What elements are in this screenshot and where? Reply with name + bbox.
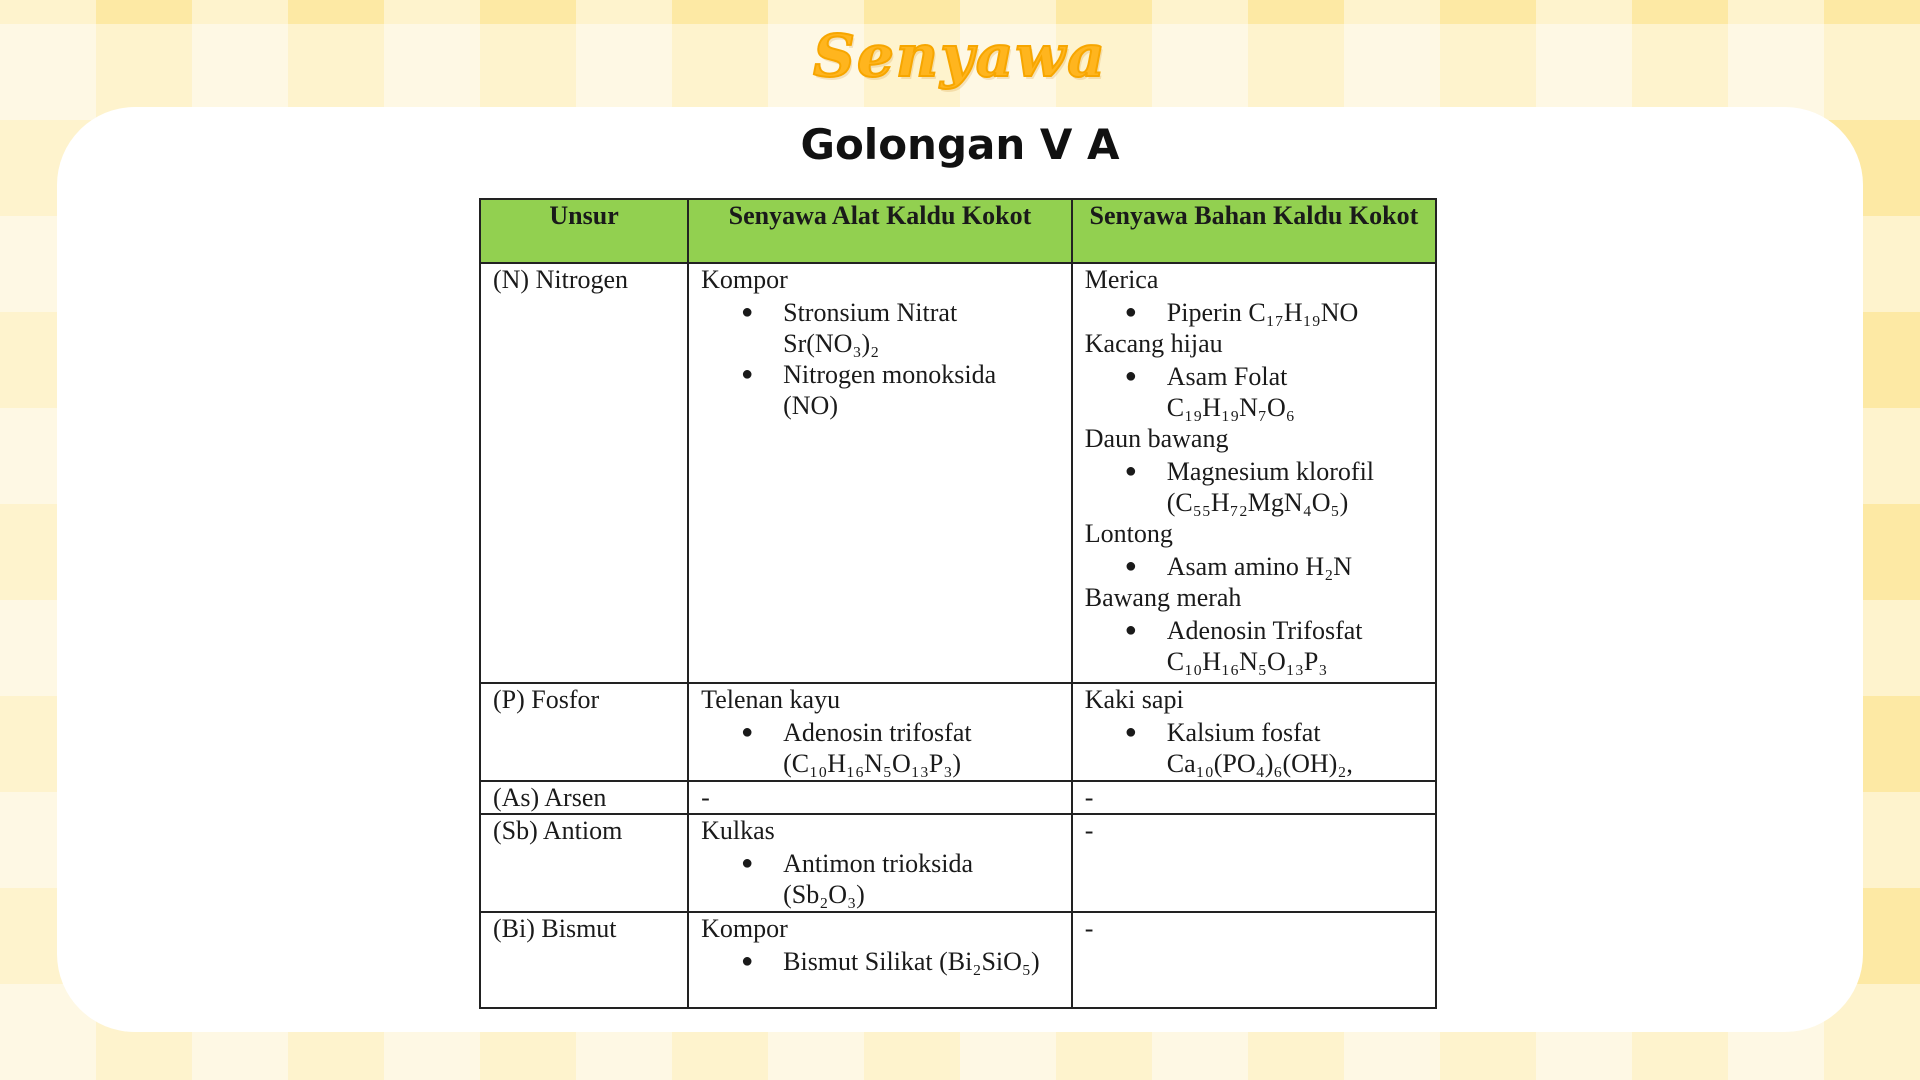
list-item	[741, 297, 1059, 359]
header-bahan: Senyawa Bahan Kaldu Kokot	[1072, 199, 1436, 263]
compound-name: Adenosin Trifosfat	[1166, 616, 1363, 645]
list-item	[1124, 361, 1423, 423]
table-header-row	[480, 199, 1436, 263]
compound-name: Asam Folat	[1166, 362, 1288, 391]
list-item	[741, 717, 1059, 779]
header-unsur: Unsur	[480, 199, 688, 263]
bullet-list	[701, 946, 1059, 977]
group-label: Lontong	[1084, 519, 1173, 548]
page-title: Golongan V A	[800, 120, 1120, 169]
bullet-list	[1085, 551, 1423, 582]
bullet-list	[701, 297, 1059, 421]
bullet-icon: ●	[1124, 555, 1137, 577]
table-row	[480, 912, 1436, 1008]
cell-alat: -	[688, 781, 1072, 814]
group-label: Kompor	[701, 265, 788, 294]
bullet-icon: ●	[1124, 721, 1137, 743]
group-label: Kompor	[701, 914, 788, 943]
brand-logo: Senyawa	[813, 22, 1107, 90]
compound-name: Magnesium klorofil	[1166, 457, 1375, 486]
bullet-icon: ●	[1124, 619, 1137, 641]
compound-name: Adenosin trifosfat	[783, 718, 972, 747]
group-label: Merica	[1084, 265, 1159, 294]
list-item	[1124, 615, 1423, 677]
compound-formula: (C₁₀H₁₆N₅O₁₃P₃)	[783, 749, 962, 778]
cell-unsur: (P) Fosfor	[480, 683, 688, 781]
bullet-icon: ●	[1124, 301, 1137, 323]
compound-formula: (Sb₂O₃)	[783, 880, 865, 909]
list-item	[741, 848, 1059, 910]
bullet-icon: ●	[741, 363, 754, 385]
bullet-list	[1085, 297, 1423, 328]
cell-alat	[688, 263, 1072, 683]
compound-formula: (C₅₅H₇₂MgN₄O₅)	[1166, 488, 1349, 517]
group-label: Kulkas	[701, 816, 775, 845]
cell-unsur: (As) Arsen	[480, 781, 688, 814]
group-label: Kaki sapi	[1084, 685, 1184, 714]
bullet-list	[701, 848, 1059, 910]
bullet-icon: ●	[741, 301, 754, 323]
cell-alat	[688, 683, 1072, 781]
bullet-icon: ●	[1124, 365, 1137, 387]
compound-name: Stronsium Nitrat	[783, 298, 958, 327]
bullet-list	[1085, 361, 1423, 423]
bullet-icon: ●	[1124, 460, 1137, 482]
header-alat: Senyawa Alat Kaldu Kokot	[688, 199, 1072, 263]
list-item	[1124, 456, 1423, 518]
table-row	[480, 263, 1436, 683]
cell-unsur: (Bi) Bismut	[480, 912, 688, 1008]
compound-name: Asam amino H₂N	[1166, 552, 1353, 581]
group-label: Daun bawang	[1084, 424, 1229, 453]
bullet-list	[1085, 456, 1423, 518]
compound-formula: Ca₁₀(PO₄)₆(OH)₂,	[1166, 749, 1353, 778]
group-label: Telenan kayu	[701, 685, 841, 714]
table-row	[480, 683, 1436, 781]
list-item	[1124, 717, 1423, 779]
compound-formula: C₁₉H₁₉N₇O₆	[1166, 393, 1295, 422]
cell-bahan: -	[1072, 912, 1436, 1008]
compound-formula: C₁₀H₁₆N₅O₁₃P₃	[1166, 647, 1328, 676]
compound-name: Nitrogen monoksida	[783, 360, 997, 389]
list-item	[741, 359, 1059, 421]
cell-alat	[688, 912, 1072, 1008]
table-row	[480, 781, 1436, 814]
cell-bahan: -	[1072, 814, 1436, 912]
cell-bahan: -	[1072, 781, 1436, 814]
compound-name: Kalsium fosfat	[1166, 718, 1321, 747]
group-label: Bawang merah	[1084, 583, 1242, 612]
list-item	[741, 946, 1059, 977]
bullet-list	[701, 717, 1059, 779]
cell-unsur: (Sb) Antiom	[480, 814, 688, 912]
compound-name: Bismut Silikat (Bi₂SiO₅)	[783, 947, 1040, 976]
compound-name: Antimon trioksida	[783, 849, 974, 878]
compound-name: Piperin C₁₇H₁₉NO	[1166, 298, 1359, 327]
cell-alat	[688, 814, 1072, 912]
bullet-icon: ●	[741, 852, 754, 874]
list-item	[1124, 551, 1423, 582]
cell-bahan	[1072, 683, 1436, 781]
bullet-icon: ●	[741, 950, 754, 972]
list-item	[1124, 297, 1423, 328]
cell-bahan	[1072, 263, 1436, 683]
bullet-icon: ●	[741, 721, 754, 743]
bullet-list	[1085, 615, 1423, 677]
compound-table	[479, 198, 1437, 1009]
cell-unsur: (N) Nitrogen	[480, 263, 688, 683]
compound-formula: Sr(NO₃)₂	[783, 329, 880, 358]
group-label: Kacang hijau	[1084, 329, 1223, 358]
bullet-list	[1085, 717, 1423, 779]
table-row	[480, 814, 1436, 912]
compound-formula: (NO)	[783, 391, 838, 420]
